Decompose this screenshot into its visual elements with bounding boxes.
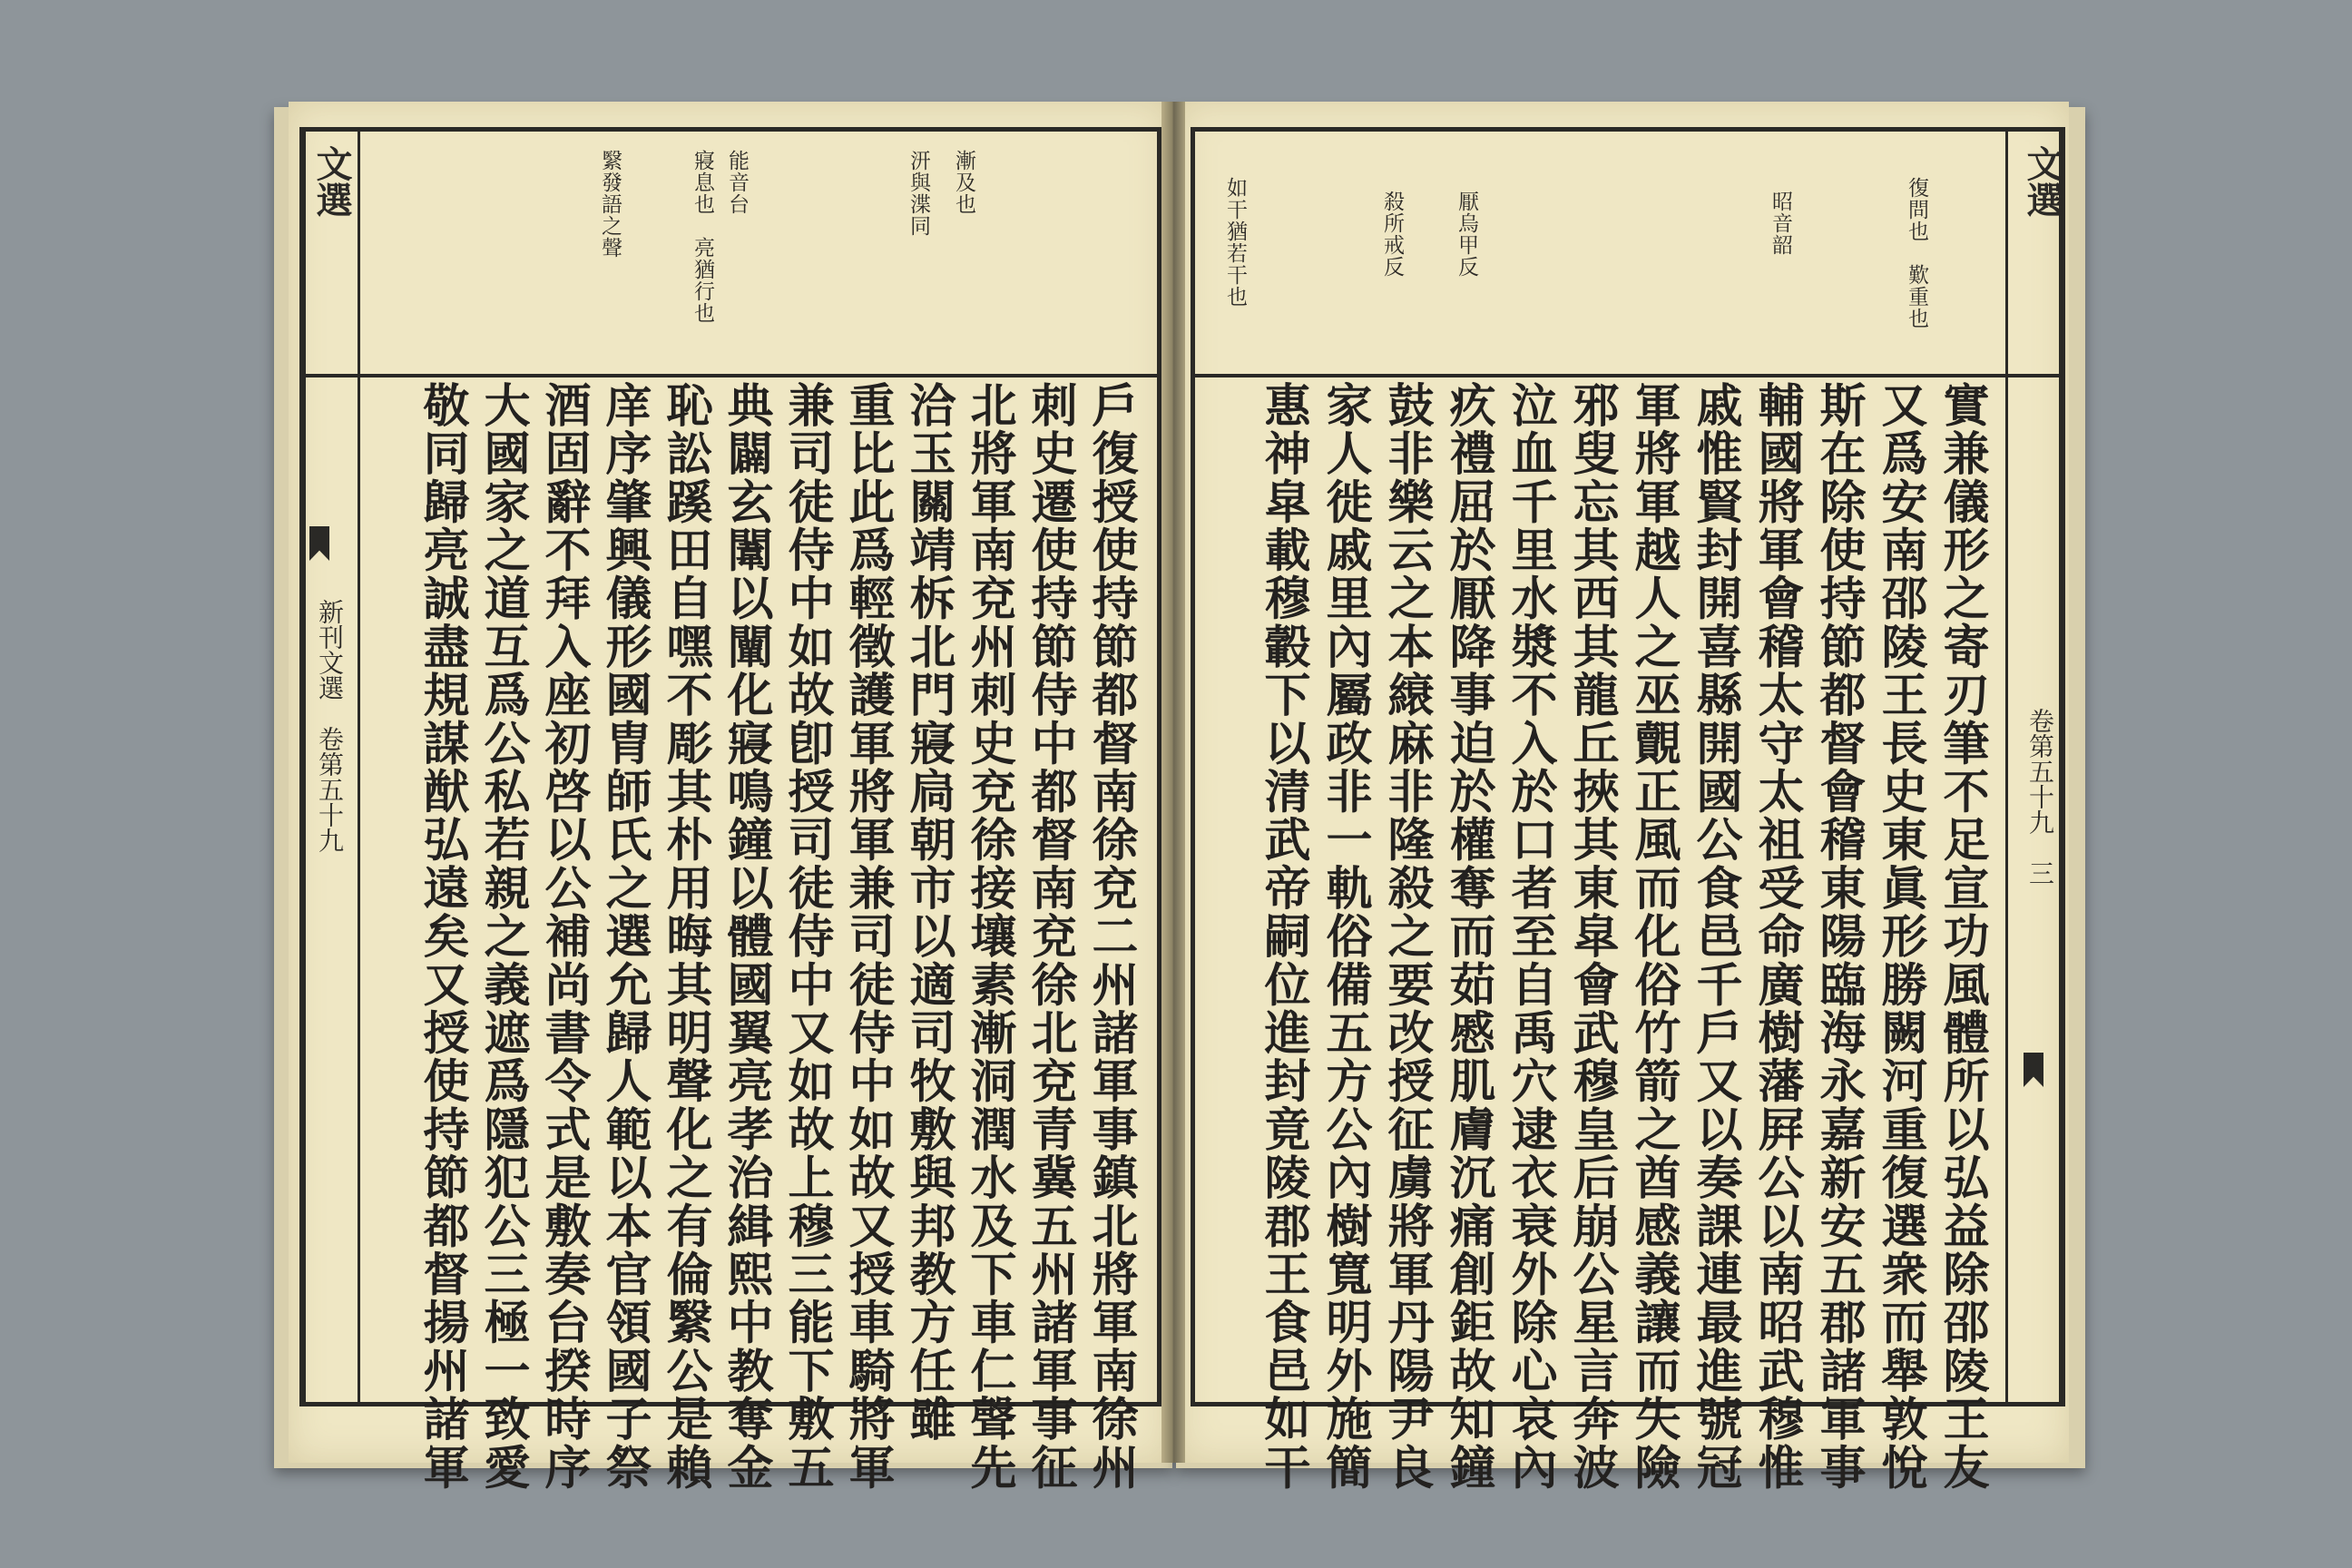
left-note-1: 漸及也	[952, 150, 975, 215]
left-spine-line	[358, 127, 360, 1406]
right-text-column-10: 鼓非樂云之本縗麻非隆殺之要改授征虜將軍丹陽尹良	[1379, 381, 1434, 1492]
left-header-rule	[299, 374, 1161, 377]
left-note-4: 寢息也 亮猶行也	[691, 150, 714, 324]
right-text-column-5: 戚惟賢封開喜縣開國公食邑千戶又以奏課連最進號冠	[1688, 381, 1742, 1492]
left-text-column-5: 重比此爲輕徵護軍將軍兼司徒侍中如故又授車騎將軍	[840, 381, 895, 1492]
left-text-column-4: 洽玉關靖柝北門寢扃朝市以適司牧敷與邦教方任雖	[901, 381, 956, 1444]
left-text-column-10: 酒固辭不拜入座初啓以公補尚書令式是敷奏台揆時序	[536, 381, 591, 1492]
left-note-2: 汧與渫同	[906, 150, 930, 237]
right-note-4: 殺所戒反	[1380, 191, 1404, 278]
right-note-3: 厭烏甲反	[1455, 191, 1478, 278]
left-text-column-7: 典闢玄闈以闡化寢鳴鐘以體國翼亮孝治緝熙中教奪金	[719, 381, 773, 1492]
right-text-column-9: 疚禮屈於厭降事迫於權奪而茹慼肌膚沉痛創鉅故知鐘	[1441, 381, 1495, 1492]
right-header-rule	[1191, 374, 2065, 377]
right-text-column-8: 泣血千里水漿不入於口者至自禹穴逮衣衰外除心哀內	[1503, 381, 1557, 1492]
left-text-column-12: 敬同歸亮誠盡規謀猷弘遠矣又授使持節都督揚州諸軍	[415, 381, 469, 1492]
right-edge-subtitle: 卷第五十九 三	[2025, 708, 2055, 886]
left-text-column-2: 刺史遷使持節侍中都督南兗徐北兗青冀五州諸軍事征	[1023, 381, 1077, 1492]
right-text-column-1: 實兼儀形之寄刃筆不足宣功風體所以弘益除邵陵王友	[1935, 381, 1989, 1492]
left-note-5: 繄發語之聲	[598, 150, 622, 259]
right-text-column-4: 輔國將軍會稽太守太祖受命廣樹藩屛公以南昭武穆惟	[1749, 381, 1804, 1492]
right-edge-title: 文選	[2021, 145, 2063, 218]
left-text-column-9: 庠序肇興儀形國胄師氏之選允歸人範以本官領國子祭	[597, 381, 652, 1492]
right-text-column-6: 軍將軍越人之巫覿正風而化俗竹箭之酋感義讓而失險	[1626, 381, 1681, 1492]
left-note-3: 能音台	[725, 150, 749, 215]
right-text-column-3: 斯在除使持節都督會稽東陽臨海永嘉新安五郡諸軍事	[1811, 381, 1866, 1492]
left-edge-subtitle: 新刊文選 卷第五十九	[315, 599, 345, 853]
left-text-column-6: 兼司徒侍中如故卽授司徒侍中又如故上穆三能下敷五	[779, 381, 834, 1492]
left-edge-title: 文選	[310, 145, 353, 218]
right-spine-line	[2005, 127, 2008, 1406]
right-note-1: 復問也 歎重也	[1905, 177, 1928, 329]
right-note-5: 如干猶若干也	[1223, 177, 1247, 308]
left-text-column-1: 戶復授使持節都督南徐兗二州諸軍事鎮北將軍南徐州	[1083, 381, 1138, 1492]
right-note-2: 昭音韶	[1769, 191, 1792, 256]
book-gutter	[1161, 102, 1185, 1463]
left-text-column-11: 大國家之道互爲公私若親之義遮爲隱犯公三極一致愛	[475, 381, 530, 1492]
left-text-column-8: 恥訟蹊田自嘿不彫其朴用晦其明聲化之有倫繄公是賴	[658, 381, 712, 1492]
right-text-column-11: 家人徙戚里內屬政非一軌俗備五方公內樹寬明外施簡	[1318, 381, 1372, 1492]
right-text-column-7: 邪叟忘其西其龍丘挾其東皐會武穆皇后崩公星言奔波	[1564, 381, 1619, 1492]
left-text-column-3: 北將軍南兗州刺史兗徐接壤素漸洞潤水及下車仁聲先	[962, 381, 1016, 1492]
right-text-column-2: 又爲安南邵陵王長史東眞形勝闕河重復選衆而舉敦悅	[1873, 381, 1927, 1492]
right-text-column-12: 惠神皐載穆轂下以清武帝嗣位進封竟陵郡王食邑如干	[1256, 381, 1310, 1492]
